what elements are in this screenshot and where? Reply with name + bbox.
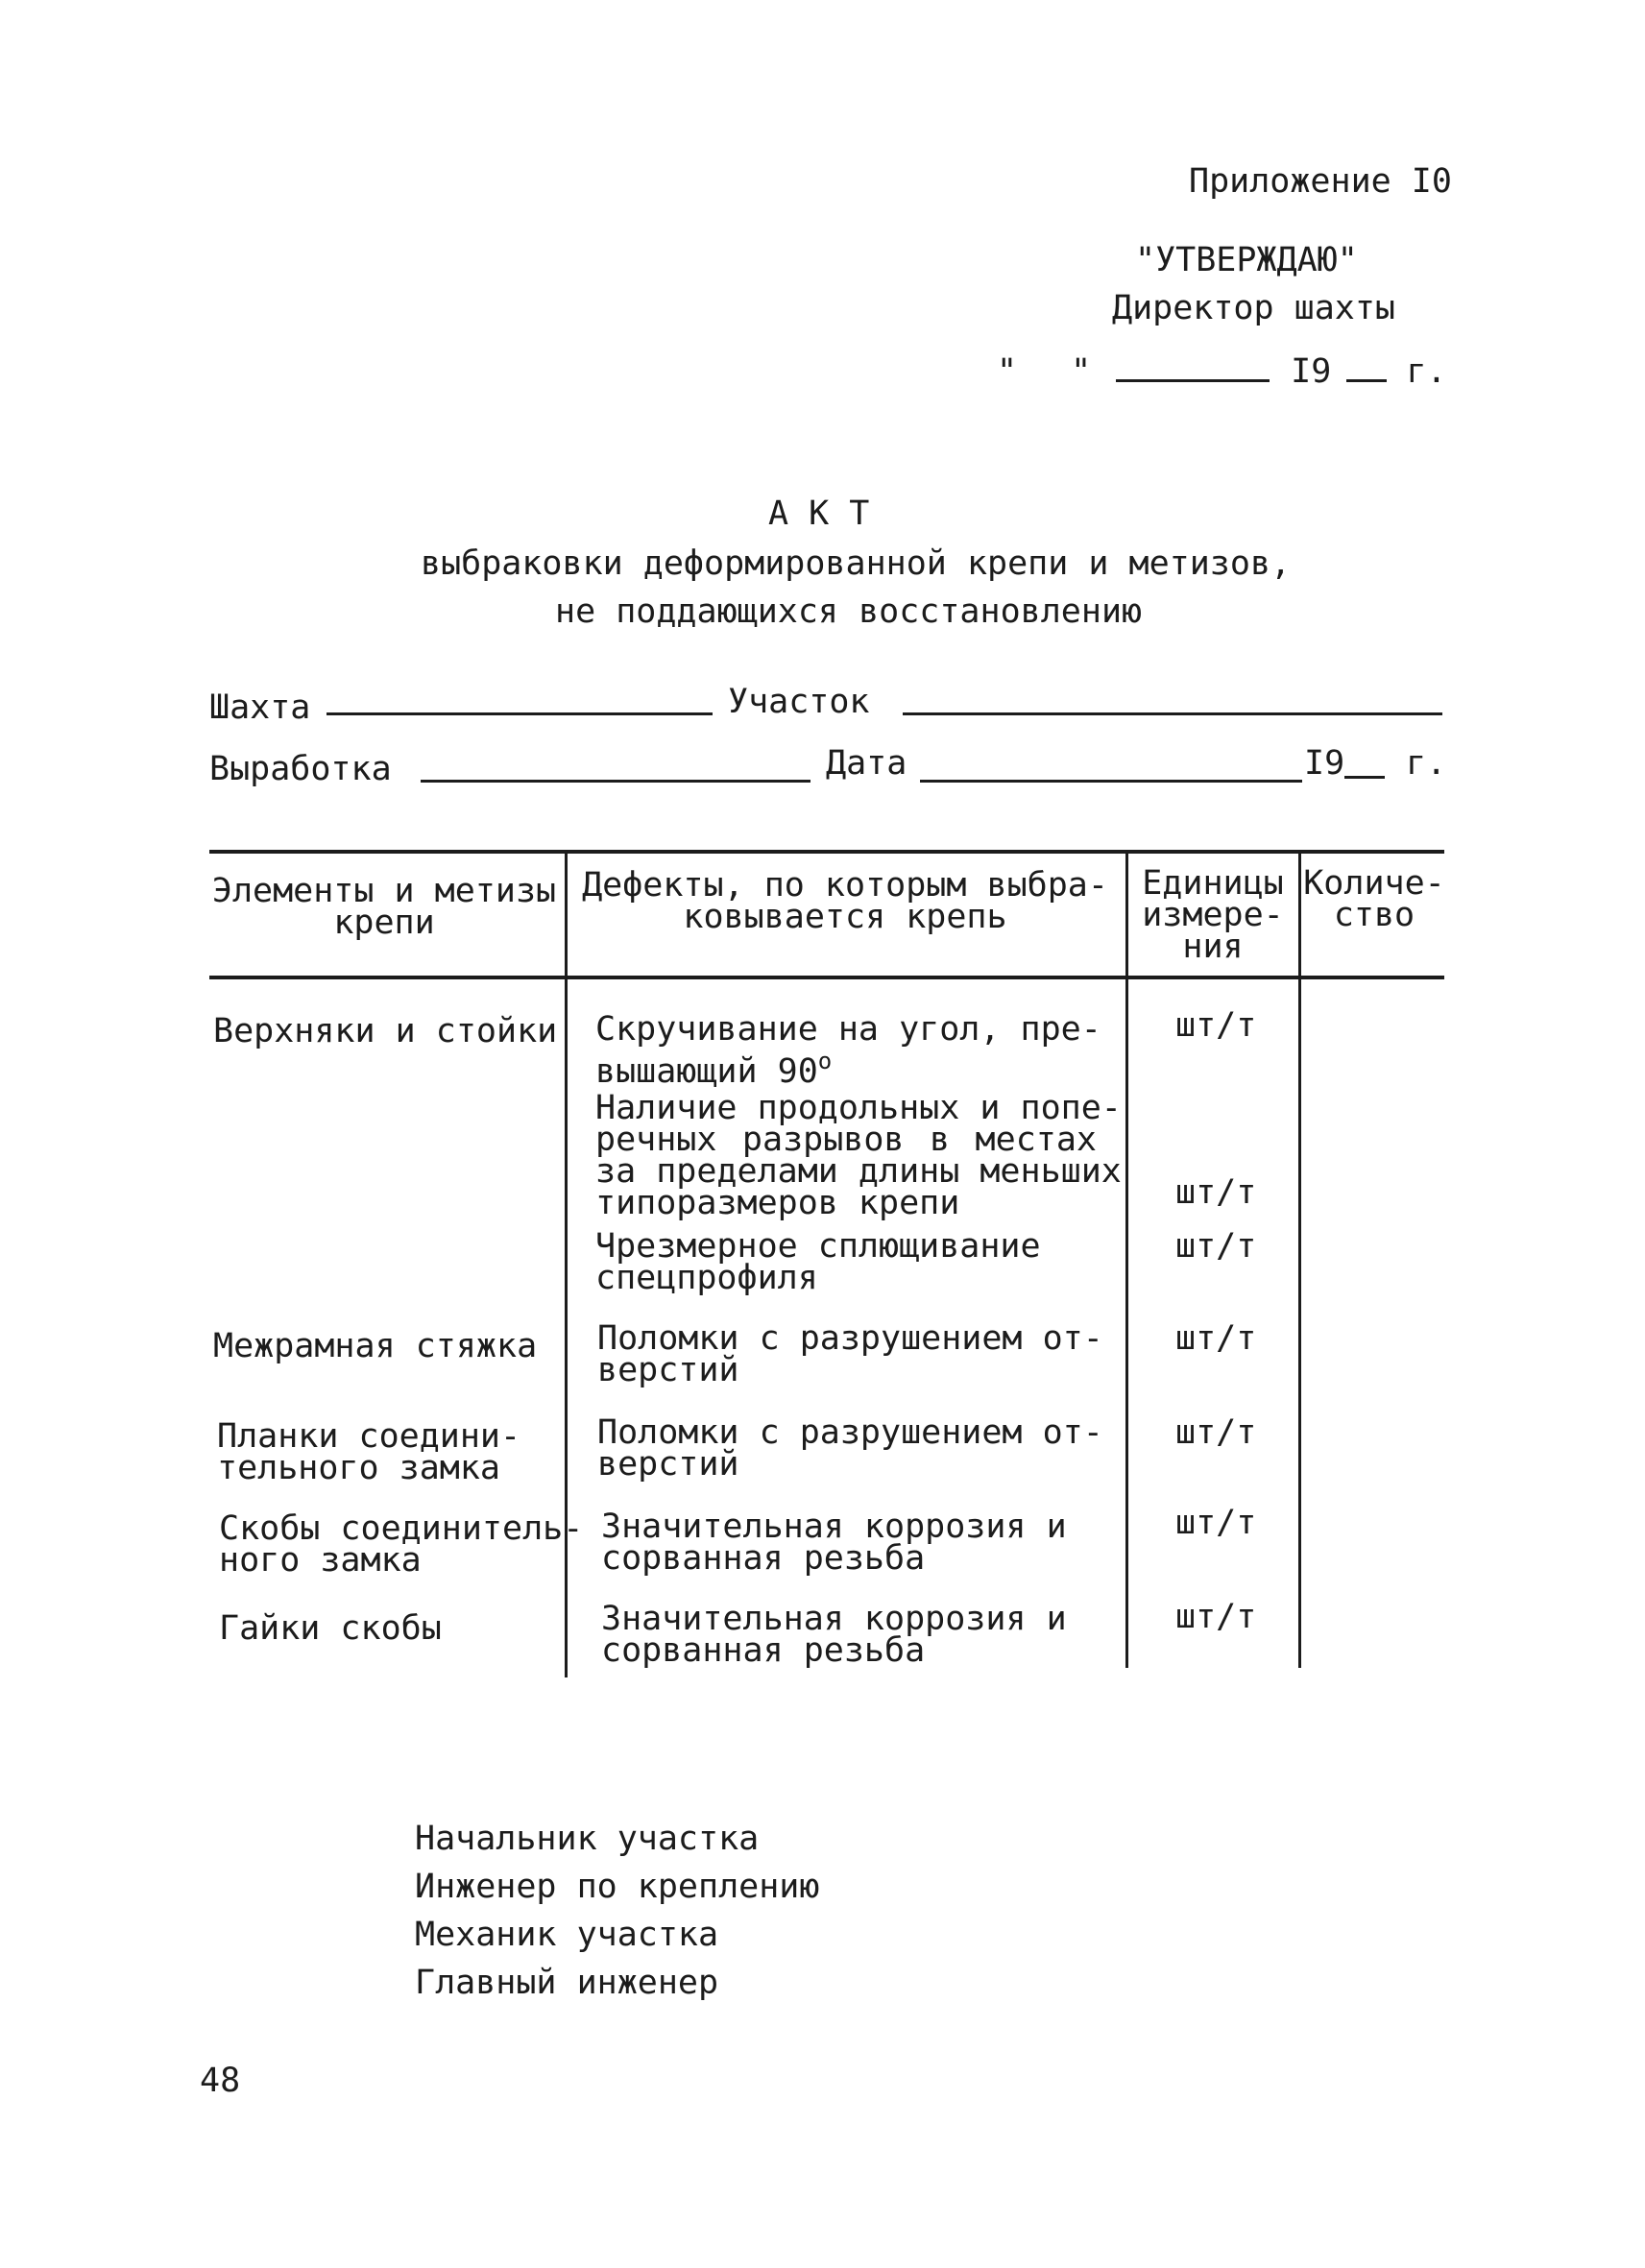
table-row-unit: шт/т xyxy=(1175,1227,1257,1266)
page-number: 48 xyxy=(200,2062,241,2100)
signature-section-head: Начальник участка xyxy=(415,1820,760,1858)
table-row-unit: шт/т xyxy=(1175,1598,1257,1636)
working-field[interactable] xyxy=(421,780,810,783)
year-blank[interactable] xyxy=(1346,379,1387,382)
appendix-label: Приложение I0 xyxy=(1189,162,1452,201)
table-row-defect: Поломки с разрушением от- верстий xyxy=(597,1413,1103,1484)
table-row-defect: Скручивание на угол, пре- вышающий $90^о$ xyxy=(595,1010,1101,1091)
section-field[interactable] xyxy=(903,712,1442,715)
date-field[interactable] xyxy=(920,780,1302,783)
table-row-element: Гайки скобы xyxy=(219,1609,442,1648)
table-row-defect: Значительная коррозия и сорванная резьба xyxy=(601,1600,1067,1670)
date-quote-open: " xyxy=(997,352,1018,391)
working-label: Выработка xyxy=(209,750,392,788)
form-year-blank[interactable] xyxy=(1344,776,1385,779)
act-subtitle-line2: не поддающихся восстановлению xyxy=(555,592,1143,631)
year-suffix: г. xyxy=(1406,352,1447,391)
header-units: Единицы измере- ния xyxy=(1142,864,1284,966)
table-row-unit: шт/т xyxy=(1175,1319,1257,1358)
table-col-divider-3 xyxy=(1298,852,1301,1668)
director-label: Директор шахты xyxy=(1112,289,1396,327)
day-month-blank[interactable] xyxy=(1116,379,1270,382)
table-row-defect: Чрезмерное сплющивание спецпрофиля xyxy=(595,1227,1041,1297)
mine-label: Шахта xyxy=(209,688,311,727)
table-row-unit: шт/т xyxy=(1175,1413,1257,1452)
table-col-divider-2 xyxy=(1125,852,1128,1668)
table-top-border xyxy=(209,850,1444,854)
form-year-suffix: г. xyxy=(1406,744,1447,783)
form-year-prefix: I9 xyxy=(1304,744,1345,783)
act-title: А К Т xyxy=(768,495,870,533)
section-label: Участок xyxy=(728,683,870,721)
table-row-element: Межрамная стяжка xyxy=(213,1327,538,1365)
signature-section-mechanic: Механик участка xyxy=(415,1916,719,1954)
signature-chief-engineer: Главный инженер xyxy=(415,1964,719,2002)
table-row-unit: шт/т xyxy=(1175,1006,1257,1045)
table-row-unit: шт/т xyxy=(1175,1173,1257,1212)
table-row-defect: Значительная коррозия и сорванная резьба xyxy=(601,1508,1067,1578)
header-quantity: Количе- ство xyxy=(1303,864,1445,934)
date-label: Дата xyxy=(826,744,907,783)
table-row-element: Скобы соединитель- ного замка xyxy=(219,1509,584,1580)
table-row-unit: шт/т xyxy=(1175,1504,1257,1542)
act-subtitle-line1: выбраковки деформированной крепи и метизов, xyxy=(421,544,1292,583)
header-elements: Элементы и метизы крепи xyxy=(211,872,557,942)
table-row-element: Верхняки и стойки xyxy=(213,1012,558,1050)
header-defects: Дефекты, по которым выбра- ковывается крепь xyxy=(582,866,1108,936)
year-prefix: I9 xyxy=(1291,352,1332,391)
mine-field[interactable] xyxy=(327,712,713,715)
approve-date-line xyxy=(997,352,1447,391)
date-quote-close: " xyxy=(1071,352,1092,391)
table-header-border xyxy=(209,976,1444,979)
table-row-defect: Поломки с разрушением от- верстий xyxy=(597,1319,1103,1389)
table-row-element: Планки соедини- тельного замка xyxy=(217,1417,521,1487)
signature-support-engineer: Инженер по креплению xyxy=(415,1868,820,1906)
table-row-defect: Наличие продольных и попе- речных разрывов в местах за пределами длины меньших типоразмеров крепи xyxy=(595,1089,1122,1222)
approve-label: "УТВЕРЖДАЮ" xyxy=(1135,241,1358,279)
